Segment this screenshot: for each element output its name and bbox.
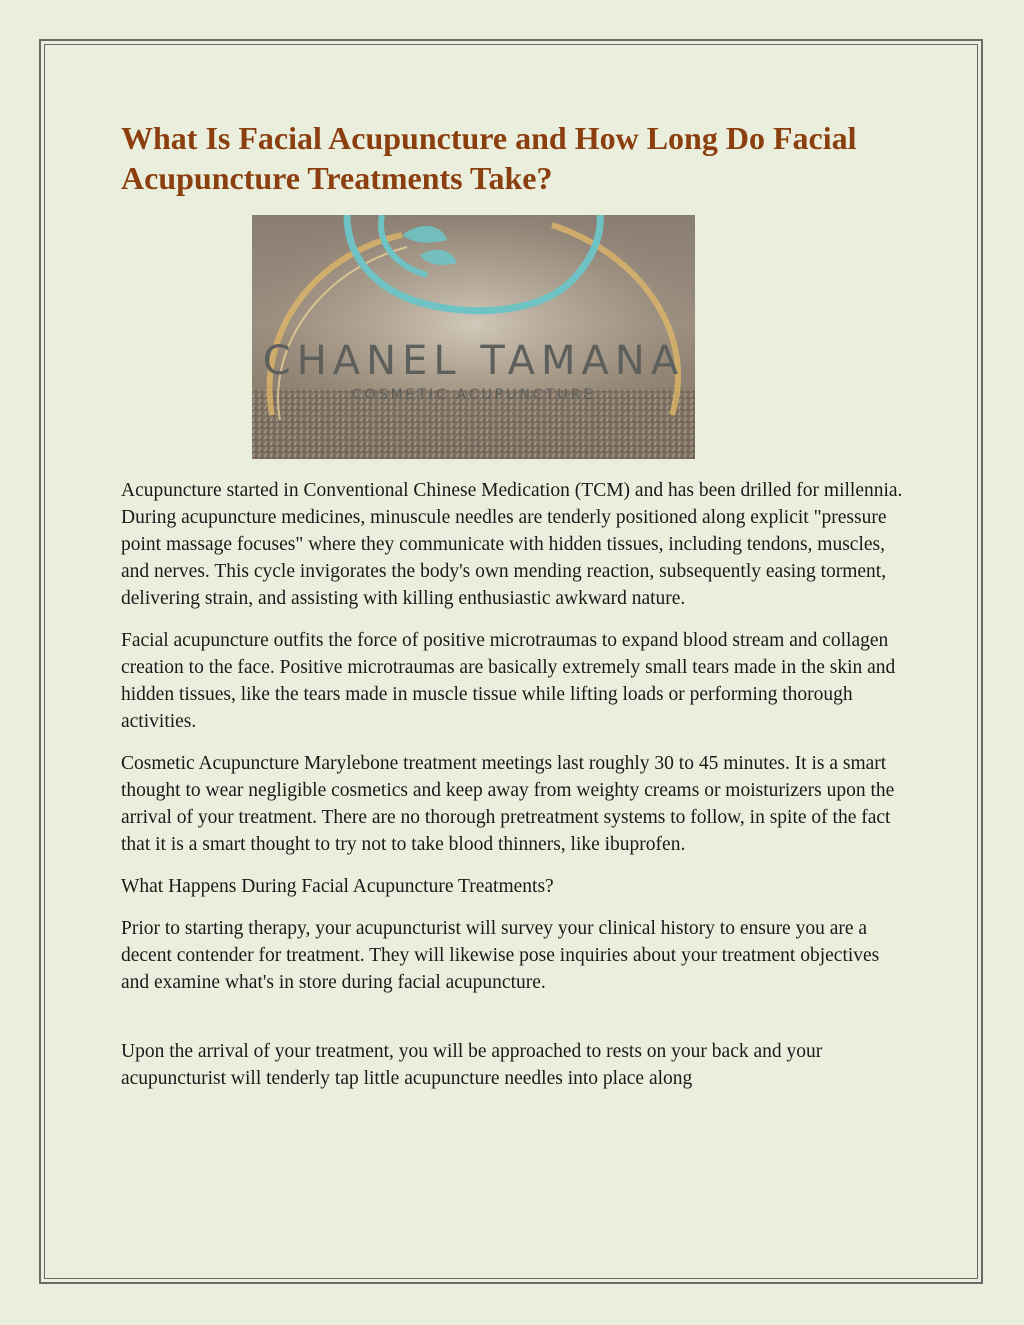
paragraph-5: Upon the arrival of your treatment, you will be approached to rests on your back and your acupuncturist will tenderly tap little acupuncture needles into place along xyxy=(121,1041,823,1089)
logo-brand-name: CHANEL TAMANA xyxy=(262,338,685,384)
paragraph-1: Acupuncture started in Conventional Chinese Medication (TCM) and has been drilled for millennia. During acupuncture medicines, minuscule needles are tenderly positioned along explicit "pressure point massage focuses" where they communicate with hidden tissues, including tendons, muscles, and nerves. This cycle invigorates the body's own mending reaction, subsequently easing torment, delivering strain, and assisting with killing enthusiastic awkward nature. xyxy=(121,480,903,609)
paragraph-3: Cosmetic Acupuncture Marylebone treatment meetings last roughly 30 to 45 minutes. It is a smart thought to wear negligible cosmetics and keep away from weighty creams or moisturizers upon the arrival of your treatment. There are no thorough pretreatment systems to follow, in spite of the fact that it is a smart thought to try not to take blood thinners, like ibuprofen. xyxy=(121,753,895,855)
paragraph-2: Facial acupuncture outfits the force of positive microtraumas to expand blood stream and collagen creation to the face. Positive microtraumas are basically extremely small tears made in the skin and hidden tissues, like the tears made in muscle tissue while lifting loads or performing thorough activities. xyxy=(121,630,896,732)
paragraph-4: Prior to starting therapy, your acupuncturist will survey your clinical history to ensure you are a decent contender for treatment. They will likewise pose inquiries about your treatment objectives and examine what's in store during facial acupuncture. xyxy=(121,918,880,993)
logo-background xyxy=(252,215,695,459)
section-heading: What Happens During Facial Acupuncture Treatments? xyxy=(121,876,554,897)
logo-image xyxy=(252,215,695,459)
document-content xyxy=(121,118,911,1092)
logo-subtitle: COSMETIC ACUPUNCTURE xyxy=(351,387,596,403)
document-title: What Is Facial Acupuncture and How Long Do Facial Acupuncture Treatments Take? xyxy=(121,120,857,196)
